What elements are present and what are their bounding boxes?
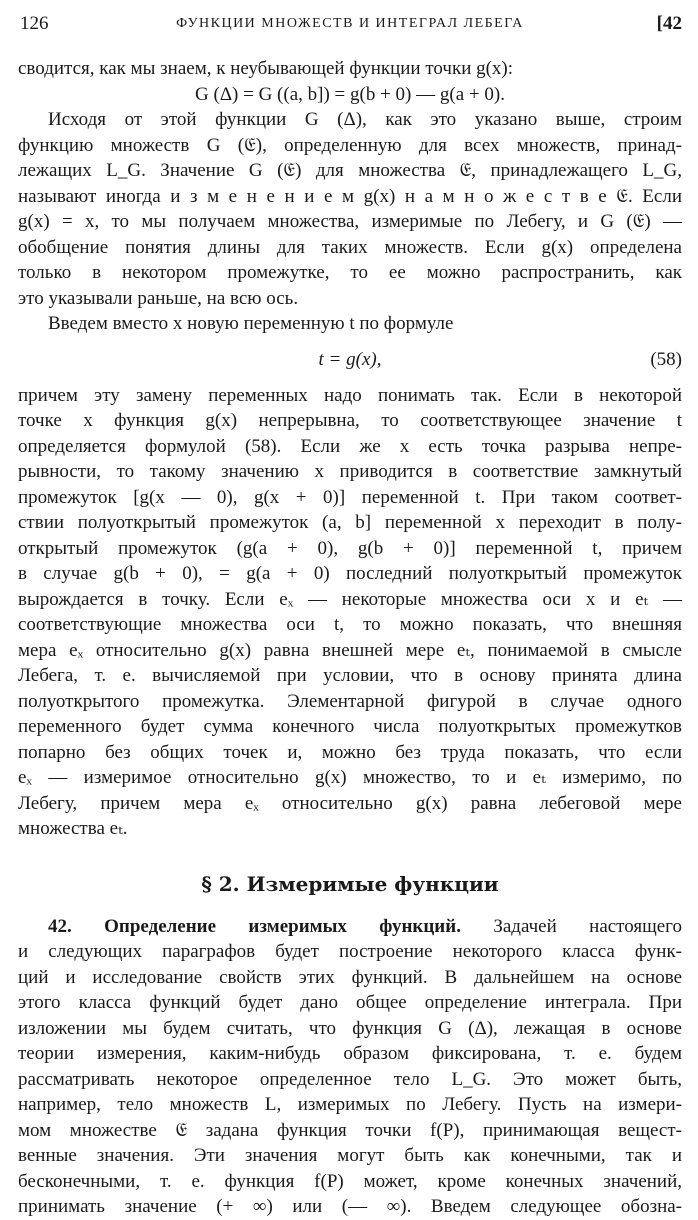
text-line: принимать значение (+ ∞) или (— ∞). Введем следующее обозна- (18, 1196, 682, 1217)
text-line: функцию множеств G (𝔈), определенную для всех множеств, принад- (18, 134, 682, 156)
book-page (18, 8, 682, 1220)
text-line: в случае g(b + 0), = g(a + 0) последний полуоткрытый промежуток (18, 563, 682, 584)
text-line: венные значения. Эти значения могут быть как конечными, так и (18, 1145, 682, 1166)
display-formula: G (Δ) = G ((a, b]) = g(b + 0) — g(a + 0). (195, 83, 505, 105)
body-text (18, 56, 682, 1220)
text-line: переменного будет сумма конечного числа полуоткрытых промежутков (18, 716, 682, 737)
text-line: бесконечными, т. е. функция f(P) может, кроме конечных значений, (18, 1170, 682, 1192)
text-line: множества eₜ. (18, 818, 128, 839)
page-number: 126 (20, 13, 49, 34)
text-line: сводится, как мы знаем, к неубывающей функции точки g(x): (18, 58, 514, 79)
text-line: рывности, то такому значению x приводится в соответствие замкнутый (18, 461, 682, 482)
text-line: и следующих параграфов будет построение некоторого класса функ- (18, 941, 682, 962)
text-line: eₓ — измеримое относительно g(x) множество, то и eₜ измеримо, по (18, 767, 682, 788)
text-line: полуоткрытого промежутка. Элементарной фигурой в случае одного (18, 690, 682, 712)
text-line: g(x) = x, то мы получаем множества, измеримые по Лебегу, и G (𝔈) — (18, 211, 682, 232)
text-line: теории измерения, каким-нибудь образом фиксирована, т. е. будем (18, 1043, 682, 1064)
section-number: [42 (656, 13, 682, 34)
text-line: например, тело множеств L, измеримых по Лебегу. Пусть на измери- (18, 1094, 682, 1115)
text-line: соответствующие множества оси t, то можно показать, что внешняя (18, 614, 682, 635)
text-line: попарно без общих точек и, можно без труда показать, что если (18, 741, 682, 763)
text-line: вырождается в точку. Если eₓ — некоторые множества оси x и eₜ — (18, 588, 682, 610)
text-line: Лебега, т. е. вычисляемой при условии, что в основу принята длина (18, 665, 682, 686)
subsection-first-line (18, 914, 682, 940)
equation-58 (18, 337, 682, 383)
text-line: мом множестве 𝔈 задана функция точки f(P), принимающая вещест- (18, 1119, 682, 1141)
text-line: ций и исследование свойств этих функций. В дальнейшем на основе (18, 966, 682, 988)
section-heading: § 2. Измеримые функции (201, 871, 499, 896)
text-line: Введем вместо x новую переменную t по формуле (48, 313, 454, 334)
text-line: причем эту замену переменных надо понимать так. Если в некоторой (18, 384, 682, 406)
page-header (18, 8, 682, 40)
text-run: Задачей настоящего (460, 915, 682, 937)
text-line: мера eₓ относительно g(x) равна внешней мере eₜ, понимаемой в смысле (18, 639, 682, 661)
text-line: обобщение понятия длины для таких множеств. Если g(x) определена (18, 236, 682, 258)
text-line: рассматривать некоторое определенное тело L_G. Это может быть, (18, 1068, 682, 1090)
text-line: промежуток [g(x — 0), g(x + 0)] переменной t. При таком соответ- (18, 486, 682, 508)
text-line: называют иногда и з м е н е н и е м g(x) н а м н о ж е с т в е 𝔈. Если (18, 185, 682, 207)
equation-number: (58) (650, 348, 682, 370)
text-line: открытый промежуток (g(a + 0), g(b + 0)] переменной t, причем (18, 537, 682, 559)
text-line: точке x функция g(x) непрерывна, то соответствующее значение t (18, 410, 682, 431)
text-line: определяется формулой (58). Если же x есть точка разрыва непре- (18, 435, 682, 457)
text-line: лежащих L_G. Значение G (𝔈) для множества 𝔈, принадлежащего L_G, (18, 160, 682, 181)
text-line: Исходя от этой функции G (Δ), как это указано выше, строим (48, 109, 682, 130)
text-line: Лебегу, причем мера eₓ относительно g(x) равна лебеговой мере (18, 792, 682, 814)
text-line: это указывали раньше, на всю ось. (18, 287, 299, 309)
equation-formula: t = g(x), (318, 348, 382, 370)
text-line: изложении мы будем считать, что функция G (Δ), лежащая в основе (18, 1017, 682, 1039)
text-line: ствии полуоткрытый промежуток (a, b] переменной x переходит в полу- (18, 512, 682, 533)
subsection-title: 42. Определение измеримых функций. (48, 915, 461, 937)
text-line: этого класса функций будет дано общее определение интеграла. При (18, 992, 682, 1013)
running-title: ФУНКЦИИ МНОЖЕСТВ И ИНТЕГРАЛ ЛЕБЕГА (176, 16, 524, 31)
text-line: только в некотором промежутке, то ее можно распространить, как (18, 262, 682, 283)
